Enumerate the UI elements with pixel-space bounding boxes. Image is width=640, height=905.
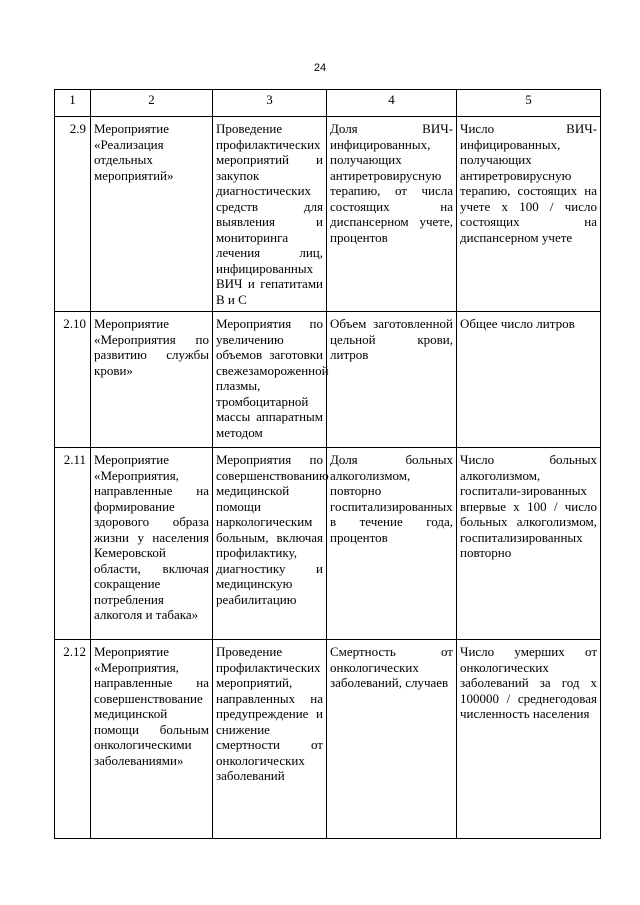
indicator-name: Доля больных алкоголизмом, повторно госпитализированных в течение года, процентов [327, 448, 457, 640]
table-header-row [55, 90, 601, 117]
column-header-1: 1 [55, 90, 91, 117]
event-content: Мероприятия по увеличению объемов заготовки свежезамороженной плазмы, тромбоцитарной массы аппаратным методом [213, 312, 327, 448]
calculation-method: Общее число литров [457, 312, 601, 448]
event-content: Мероприятия по совершенствованию медицинской помощи наркологическим больным, включая профилактику, диагностику и медицинскую реабилитацию [213, 448, 327, 640]
column-header-5: 5 [457, 90, 601, 117]
row-number: 2.11 [55, 448, 91, 640]
event-name: Мероприятие «Мероприятия по развитию службы крови» [91, 312, 213, 448]
table-row [55, 312, 601, 448]
column-header-3: 3 [213, 90, 327, 117]
row-number: 2.10 [55, 312, 91, 448]
event-content: Проведение профилактических мероприятий, направленных на предупреждение и снижение смертности от онкологических заболеваний [213, 640, 327, 839]
event-name: Мероприятие «Мероприятия, направленные на формирование здорового образа жизни у населения Кемеровской области, включая сокращение потребления алкоголя и табака» [91, 448, 213, 640]
event-name: Мероприятие «Мероприятия, направленные на совершенствование медицинской помощи больным онкологическими заболеваниями» [91, 640, 213, 839]
measures-table [54, 89, 601, 839]
column-header-2: 2 [91, 90, 213, 117]
table-row [55, 117, 601, 312]
table-row [55, 448, 601, 640]
indicator-name: Доля ВИЧ-инфицированных, получающих антиретровирусную терапию, от числа состоящих на диспансерном учете, процентов [327, 117, 457, 312]
row-number: 2.12 [55, 640, 91, 839]
calculation-method: Число умерших от онкологических заболеваний за год х 100000 / среднегодовая численность населения [457, 640, 601, 839]
page-number: 24 [313, 62, 327, 74]
event-name: Мероприятие «Реализация отдельных мероприятий» [91, 117, 213, 312]
row-number: 2.9 [55, 117, 91, 312]
column-header-4: 4 [327, 90, 457, 117]
event-content: Проведение профилактических мероприятий и закупок диагностических средств для выявления и мониторинга лечения лиц, инфицированных ВИЧ и гепатитами В и С [213, 117, 327, 312]
calculation-method: Число больных алкоголизмом, госпитали-зированных впервые х 100 / число больных алкоголизмом, госпитализированных повторно [457, 448, 601, 640]
table-row [55, 640, 601, 839]
indicator-name: Смертность от онкологических заболеваний, случаев [327, 640, 457, 839]
calculation-method: Число ВИЧ-инфицированных, получающих антиретровирусную терапию, состоящих на учете х 100 / число состоящих на диспансерном учете [457, 117, 601, 312]
indicator-name: Объем заготовленной цельной крови, литров [327, 312, 457, 448]
